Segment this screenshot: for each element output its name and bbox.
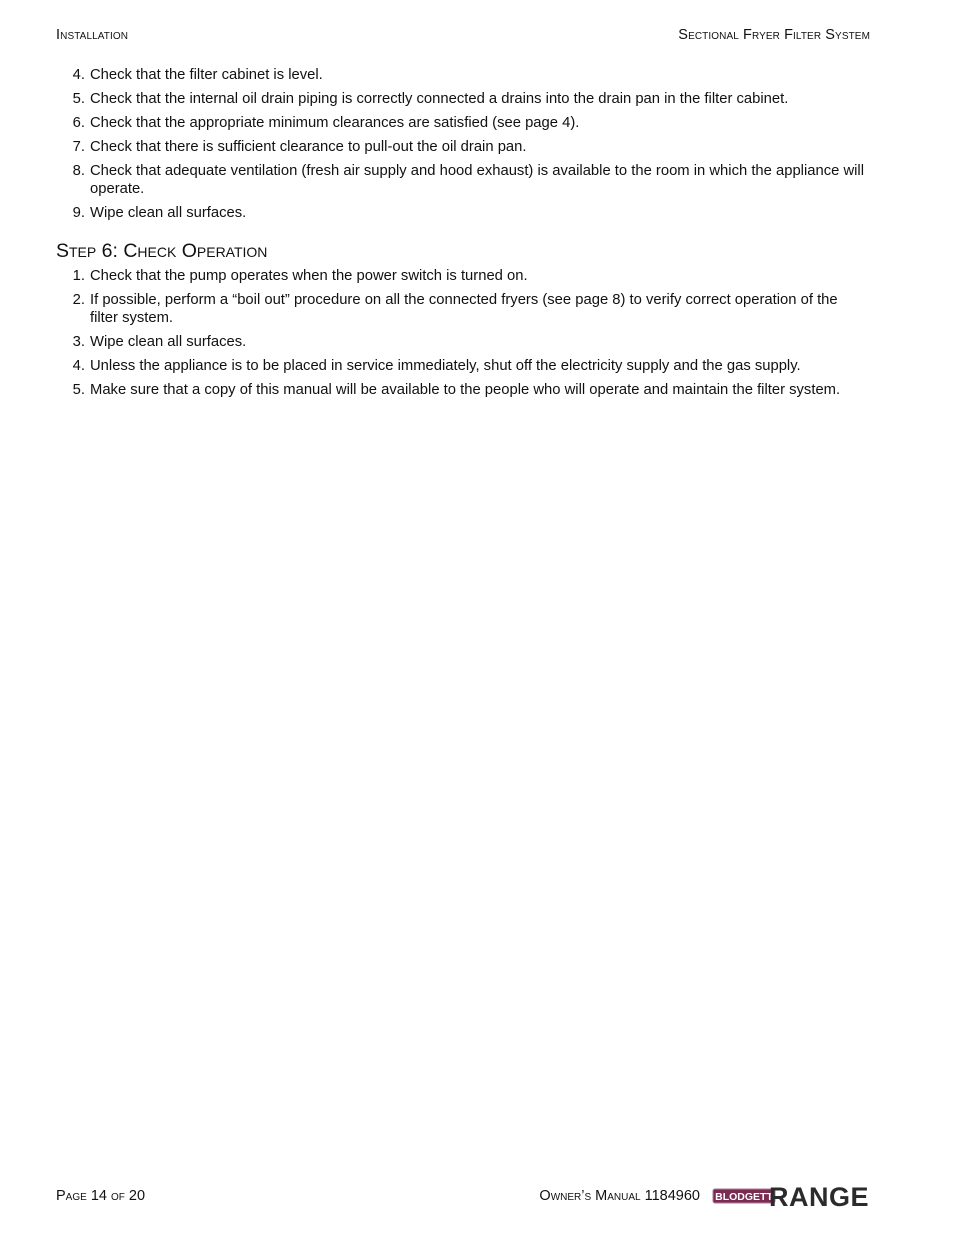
list-number: 2. <box>72 292 85 308</box>
svg-text:RANGE: RANGE <box>768 1183 869 1209</box>
list-text: Check that the appropriate minimum clearances are satisfied (see page 4). <box>90 115 580 131</box>
list-text: Unless the appliance is to be placed in service immediately, shut off the electricity supply and the gas supply. <box>90 358 801 374</box>
header-document-title: Sectional Fryer Filter System <box>678 27 870 43</box>
list-item <box>56 90 868 108</box>
list-number: 5. <box>72 382 85 398</box>
section-heading: Step 6: Check Operation <box>56 240 268 262</box>
list-item <box>56 357 868 375</box>
list-item <box>56 162 868 198</box>
list-text: Make sure that a copy of this manual will be available to the people who will operate and maintain the filter system. <box>90 382 841 398</box>
checklist-step-5-continued <box>56 66 868 222</box>
manual-number: Owner’s Manual 1184960 <box>539 1188 700 1204</box>
list-number: 5. <box>72 91 85 107</box>
header-section-name: Installation <box>56 27 129 43</box>
footer-right <box>539 1183 870 1209</box>
page-footer <box>56 1182 870 1210</box>
list-item <box>56 267 868 285</box>
list-number: 4. <box>72 67 85 83</box>
list-text: Wipe clean all surfaces. <box>90 205 247 221</box>
list-text: Check that the filter cabinet is level. <box>90 67 323 83</box>
list-item <box>56 204 868 222</box>
list-text: Wipe clean all surfaces. <box>90 334 247 350</box>
list-item <box>56 114 868 132</box>
list-number: 6. <box>72 115 85 131</box>
list-number: 9. <box>72 205 85 221</box>
list-number: 8. <box>72 163 85 179</box>
list-item <box>56 66 868 84</box>
page-content <box>56 66 868 405</box>
list-item <box>56 291 868 327</box>
list-number: 7. <box>72 139 85 155</box>
blodgett-range-logo-icon <box>712 1183 870 1209</box>
list-number: 1. <box>72 268 85 284</box>
list-number: 4. <box>72 358 85 374</box>
checklist-step-6 <box>56 267 868 399</box>
svg-text:BLODGETT: BLODGETT <box>715 1191 773 1203</box>
list-text: Check that the pump operates when the power switch is turned on. <box>90 268 528 284</box>
list-text: If possible, perform a “boil out” procedure on all the connected fryers (see page 8) to verify correct operation of the filter system. <box>90 292 838 326</box>
list-item <box>56 138 868 156</box>
page-header <box>56 27 870 47</box>
list-item <box>56 333 868 351</box>
list-item <box>56 381 868 399</box>
list-text: Check that there is sufficient clearance to pull-out the oil drain pan. <box>90 139 527 155</box>
page-number: Page 14 of 20 <box>56 1188 146 1204</box>
list-text: Check that the internal oil drain piping is correctly connected a drains into the drain pan in the filter cabinet. <box>90 91 789 107</box>
list-number: 3. <box>72 334 85 350</box>
list-text: Check that adequate ventilation (fresh air supply and hood exhaust) is available to the room in which the appliance will operate. <box>90 163 865 197</box>
brand-logo <box>712 1183 870 1209</box>
